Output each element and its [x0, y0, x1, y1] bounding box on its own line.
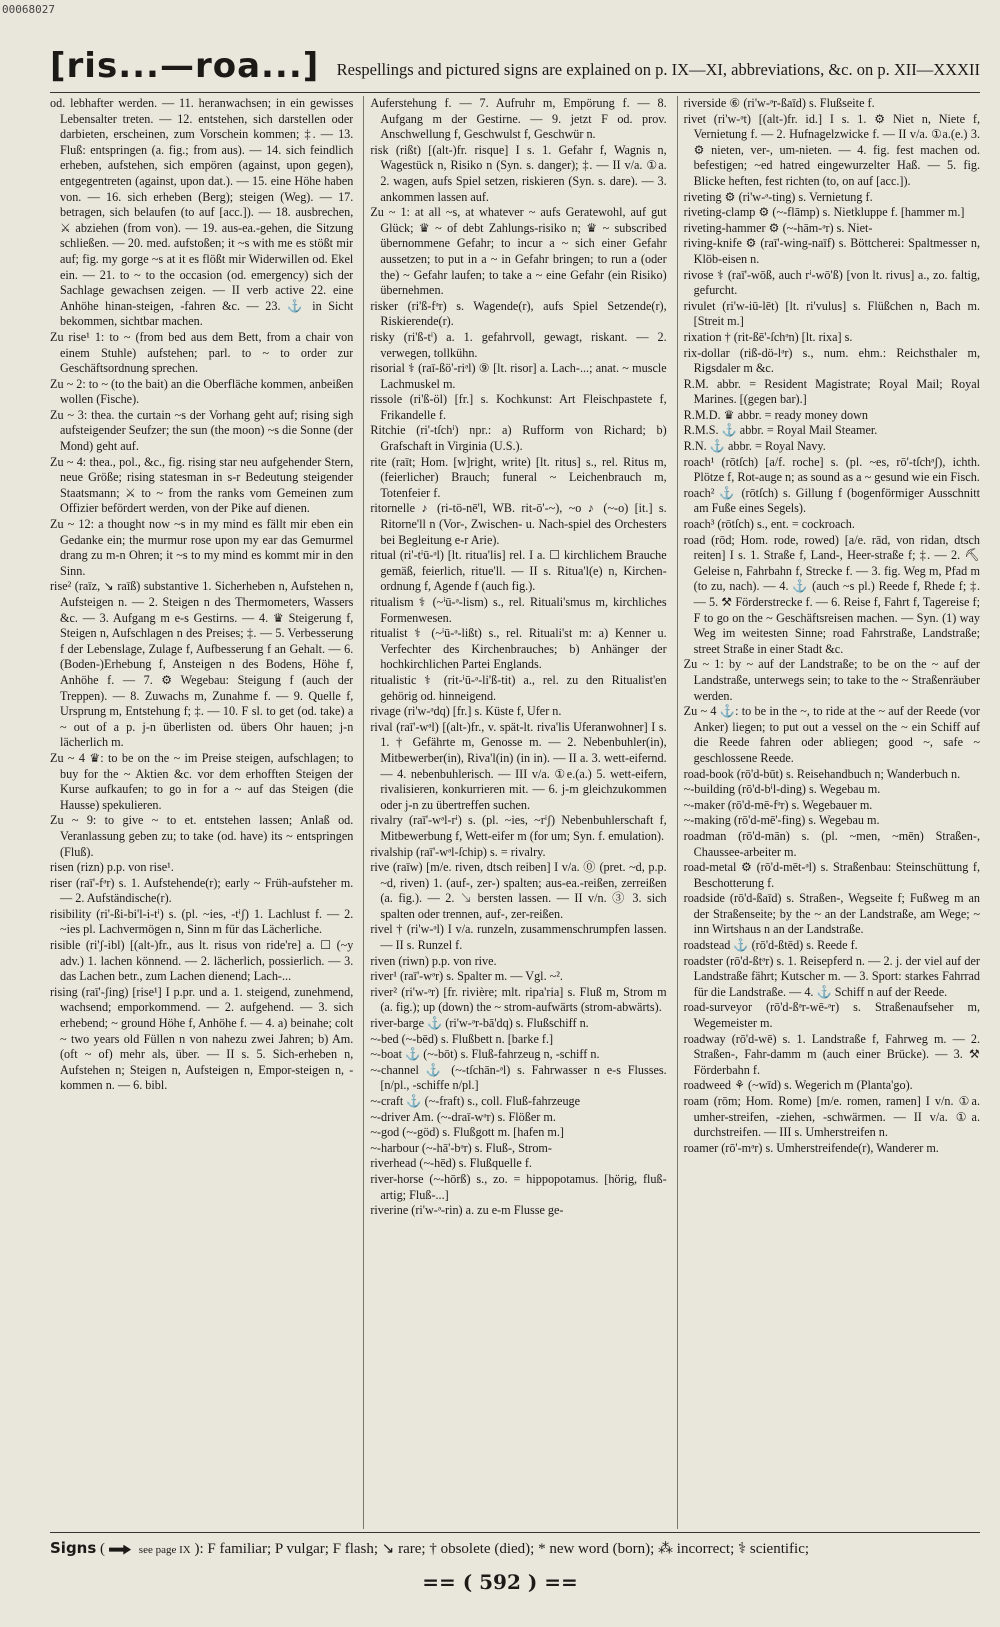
dictionary-entry: ~-bed (~-bēd) s. Flußbett n. [barke f.]: [370, 1031, 554, 1046]
dictionary-entry: rix-dollar (riß-dö-lᵊr) s., num. ehm.: Reichsthaler m, Rigsdaler m &c.: [683, 345, 980, 376]
page-number: == ( 592 ) ==: [422, 1570, 578, 1594]
page-serial-number: 00068027: [2, 3, 55, 16]
dictionary-entry: ritualism ⚕ (~ⁱū-ᵊ-lism) s., rel. Rituali'smus m, kirchliches Formenwesen.: [370, 595, 667, 625]
dictionary-entry: R.M.D. ♛ abbr. = ready money down: [683, 407, 868, 422]
dictionary-entry: roadway (rō'd-wē) s. 1. Landstraße f, Fahrweg m. — 2. Straßen-, Fahr-damm m (auch einer Brücke). — 3. ⚒ Förderbahn f.: [683, 1031, 980, 1077]
dictionary-entry: riving-knife ⚙ (raī'-wing-naīf) s. Böttcherei: Spaltmesser n, Klöb-eisen n.: [683, 236, 980, 266]
dictionary-entry: ritualist ⚕ (~ⁱū-ᵊ-lißt) s., rel. Rituali'st m: a) Kenner u. Verfechter des Kirchenbrauches; b) Anhänger der hochkirchlichen Partei Englands.: [370, 626, 667, 672]
column-3: [677, 96, 980, 1529]
dictionary-entry: ritual (ri'-tⁱū-ᵊl) [lt. ritua'lis] rel. I a. ☐ kirchlichem Brauche gemäß, feierlich, ritue'll. — II s. Ritua'l(e) n, Kirchen-ordnung f, Agende f (auch fig.).: [370, 548, 667, 594]
dictionary-entry: Zu ~ 9: to give ~ to et. entstehen lassen; Anlaß od. Veranlassung geben zu; to take (od. have) its ~ entspringen (Fluß).: [50, 813, 354, 859]
dictionary-entry: Zu ~ 1: by ~ auf der Landstraße; to be on the ~ auf der Landstraße, unterwegs sein; to take to the ~ Straßenräuber werden.: [683, 657, 980, 703]
dictionary-entry: roach² ⚓ (rōtſch) s. Gillung f (bogenförmiger Ausschnitt am Fuße eines Segels).: [683, 485, 980, 516]
dictionary-entry: risibility (ri'-ßi-bi'l-i-tⁱ) s. (pl. ~ies, -tⁱʃ) 1. Lachlust f. — 2. ~ies pl. Lachvermögen n, Sinn m für das Lächerliche.: [50, 906, 354, 937]
dictionary-entry: ~-harbour (~-hā'-bᵊr) s. Fluß-, Strom-: [370, 1140, 552, 1155]
dictionary-entry: rivage (ri'w-ᵊdq) [fr.] s. Küste f, Ufer n.: [370, 704, 562, 719]
page-header: [50, 44, 980, 93]
dictionary-entry: risen (rizn) p.p. von rise¹.: [50, 860, 174, 875]
dictionary-entry: rixation † (rit-ßē'-ſchᵊn) [lt. rixa] s.: [683, 329, 853, 344]
signs-label: Signs: [50, 1539, 97, 1557]
dictionary-entry: riveting-hammer ⚙ (~-hām-ᵊr) s. Niet-: [683, 220, 873, 235]
dictionary-entry: river-horse (~-hōrß) s., zo. = hippopotamus. [hörig, fluß-artig; Fluß-...]: [370, 1171, 667, 1202]
dictionary-entry: roadside (rō'd-ßaīd) s. Straßen-, Wegseite f; Fußweg m an der Straßenseite; by the ~ an der Landstraße, am Wege; ~ inn Wirtshaus n an der Landstraße.: [683, 891, 980, 937]
signs-list: ): F familiar; P vulgar; Ϝ flash; ↘ rare; † obsolete (died); * new word (born); ⁂ incorrect; ⚕ scientific;: [194, 1541, 810, 1557]
dictionary-entry: rite (raīt; Hom. [w]right, write) [lt. ritus] s., rel. Ritus m, (feierlicher) Brauch; funeral ~ Leichenbrauch m, Totenfeier f.: [370, 454, 667, 500]
dictionary-entry: riveting ⚙ (ri'w-ᵊ-ting) s. Vernietung f.: [683, 189, 873, 204]
dictionary-entry: Zu ~ 1: at all ~s, at whatever ~ aufs Geratewohl, auf gut Glück; ♛ ~ of debt Zahlungs-risiko n; ♛ ~ subscribed übernommene Gefahr; to incur a ~ sich einer Gefahr aussetzen; to put in a ~ in Gefahr bringen; to run a (oder the) ~ Gefahr laufen; to take a ~ eine Gefahr (ein Risiko) übernehmen.: [370, 205, 667, 298]
dictionary-entry: roadweed ⚘ (~wīd) s. Wegerich m (Planta'go).: [683, 1078, 913, 1093]
dictionary-entry: risible (ri'ʃ-ibl) [(alt-)fr., aus lt. risus von ride're] a. ☐ (~y adv.) 1. lachen könnend. — 2. lächerlich, possierlich. — 3. das Lachen betr., zum Lachen dienend; Lach-...: [50, 938, 354, 984]
dictionary-entry: riveting-clamp ⚙ (~-flāmp) s. Nietkluppe f. [hammer m.]: [683, 205, 965, 220]
dictionary-entry: riverine (ri'w-ᵊ-rin) a. zu e-m Flusse ge-: [370, 1203, 564, 1218]
dictionary-entry: river¹ (raī'-wᵊr) s. Spalter m. — Vgl. ~².: [370, 969, 563, 984]
dictionary-entry: ~-craft ⚓ (~-fraft) s., coll. Fluß-fahrzeuge: [370, 1094, 581, 1108]
header-note: Respellings and pictured signs are explained on p. IX—XI, abbreviations, &c. on p. XII—XXXII: [336, 60, 980, 79]
dictionary-entry: risky (ri'ß-tⁱ) a. 1. gefahrvoll, gewagt, riskant. — 2. verwegen, tollkühn.: [370, 329, 667, 360]
dictionary-entry: rissole (ri'ß-öl) [fr.] s. Kochkunst: Art Fleischpastete f, Frikandelle f.: [370, 392, 667, 422]
dictionary-entry: ~-boat ⚓ (~-bōt) s. Fluß-fahrzeug n, -schiff n.: [370, 1047, 600, 1062]
dictionary-entry: riser (raī'-fᵊr) s. 1. Aufstehende(r); early ~ Früh-aufsteher m. — 2. Aufständische(r).: [50, 875, 354, 906]
dictionary-entry: ~-building (rō'd-bⁱl-ding) s. Wegebau m.: [683, 782, 881, 797]
dictionary-entry: od. lebhafter werden. — 11. heranwachsen; in ein gewisses Lebensalter treten. — 12. entstehen, sich darstellen oder darbieten, erscheinen, zum Vorschein kommen; ‡. — 13. Fluß: entspringen (a. fig.; from aus). — 14. sich feindlich erheben, aufstehen, sich empören (against, upon gegen), entgegentreten (against, upon dat.). — 15. eine Höhe haben von. — 16. sich erheben (Berg); steigen (Weg). — 17. betragen, sich belaufen (to auf [acc.]). — 18. ausbrechen, ⚔ abziehen (from von). — 19. aus-ea.-gehen, die Sitzung schließen. — 20. med. aufstoßen; it ~s with me es stößt mir auf; fig. my gorge ~s at it es flößt mir Widerwillen od. Ekel ein. — 21. to ~ to the occasion (od. emergency) sich der Sachlage gewachsen zeigen. — II verb active 22. eine Anhöhe hinan-steigen, -fahren &c. — 23. ⚓ in Sicht bekommen, sichtbar machen.: [50, 96, 354, 329]
dictionary-entry: ~-channel ⚓ (~-tſchān-ᵊl) s. Fahrwasser n e-s Flusses. [n/pl., -schiffe n/pl.]: [370, 1062, 667, 1093]
dictionary-entry: riverhead (~-hēd) s. Flußquelle f.: [370, 1156, 532, 1171]
signs-legend: Signs ( see page IX ): F familiar; P vulgar; Ϝ flash; ↘ rare; † obsolete (died); * new word (born); ⁂ incorrect; ⚕ scientific;: [50, 1539, 810, 1557]
dictionary-entry: Zu ~ 12: a thought now ~s in my mind es fällt mir eben ein Gedanke ein; the murmur rose upon my ear das Gemurmel drang zu m-n Ohren; it ~s to my mind es kommt mir in den Sinn.: [50, 517, 354, 578]
dictionary-entry: rivulet (ri'w-iū-lēt) [lt. ri'vulus] s. Flüßchen n, Bach m. [Streit m.]: [683, 298, 980, 329]
dictionary-entry: risk (rißt) [(alt-)fr. risque] I s. 1. Gefahr f, Wagnis n, Wagestück n, Risiko n (Syn. s. danger); ‡. — II v/a. ①a. 2. wagen, aufs Spiel setzen, riskieren (Syn. s. dare). — 3. ankommen lassen auf.: [370, 142, 667, 204]
dictionary-entry: ~-god (~-göd) s. Flußgott m. [hafen m.]: [370, 1125, 564, 1140]
dictionary-entry: Zu ~ 4 ⚓: to be in the ~, to ride at the ~ auf der Reede (vor Anker) liegen; to put out a vessel on the ~ ein Schiff auf die Reede fahren oder abliegen; good ~, safe ~ geschlossene Reede.: [683, 704, 980, 765]
dictionary-entry: risorial ⚕ (raī-ßö'-riᵊl) ⑨ [lt. risor] a. Lach-...; anat. ~ muscle Lachmuskel m.: [370, 361, 667, 391]
dictionary-entry: Auferstehung f. — 7. Aufruhr m, Empörung f. — 8. Aufgang m der Gestirne. — 9. jetzt F od. prov. Anschwellung f, Geschwulst f, Geschwür n.: [370, 96, 667, 142]
dictionary-entry: Ritchie (ri'-tſchⁱ) npr.: a) Rufform von Richard; b) Grafschaft in Virginia (U.S.).: [370, 423, 667, 454]
dictionary-entry: road (rōd; Hom. rode, rowed) [a/e. rād, von ridan, dtsch reiten] I s. 1. Straße f, Land-, Heer-straße f; ‡. — 2. ⛏ Geleise n, Fahrbahn f, Strecke f. — 3. fig. Weg m, Pfad m (to zu, nach). — 4. ⚓ (auch ~s pl.) Reede f, Rhede f; ‡. — 5. ⚒ Förderstrecke f. — 6. Reise f, Fahrt f, Tagereise f; F to go on the ~ Geschäftsreisen machen. — Syn. (1) way Weg im weitesten Sinne; road Fahrstraße, Landstraße; street Straße in einer Stadt &c.: [683, 532, 980, 656]
dictionary-entry: rising (raī'-ʃing) [rise¹] I p.pr. und a. 1. steigend, zunehmend, wachsend; emporkommend. — 2. aufgehend. — 3. sich erhebend; ~ ground Höhe f, Anhöhe f. — 4. a) beinahe; colt ~ two years old Füllen n von nahezu zwei Jahren; b) Am. (oft ~ of) mehr als, über. — II s. 5. Sich-erheben n, Aufstehen n; Steigen n, Aufsteigen n, Empor-steigen n, -kommen n. — 6. bibl.: [50, 984, 354, 1093]
dictionary-entry: roamer (rō'-mᵊr) s. Umherstreifende(r), Wanderer m.: [683, 1140, 939, 1155]
dictionary-entry: road-metal ⚙ (rō'd-mēt-ᵊl) s. Straßenbau: Steinschüttung f, Beschotterung f.: [683, 860, 980, 890]
page-footer: [50, 1532, 980, 1561]
dictionary-entry: river-barge ⚓ (ri'w-ᵊr-bā'dq) s. Flußschiff n.: [370, 1016, 589, 1031]
dictionary-entry: Zu ~ 2: to ~ (to the bait) an die Oberfläche kommen, anbeißen wollen (Fische).: [50, 376, 354, 407]
dictionary-entry: R.M. abbr. = Resident Magistrate; Royal Mail; Royal Marines. [(gegen bar).]: [683, 376, 980, 407]
dictionary-entry: roach³ (rōtſch) s., ent. = cockroach.: [683, 517, 855, 532]
dictionary-entry: R.M.S. ⚓ abbr. = Royal Mail Steamer.: [683, 423, 878, 438]
signs-note: see page IX: [138, 1544, 191, 1556]
dictionary-entry: ritornelle ♪ (ri-tö-nē'l, WB. rit-ō'-~), ~o ♪ (~-o) [it.] s. Ritorne'll n (Vor-, Zwischen- u. Nach-spiel des Orchesters bei Begleitung e-r Arie).: [370, 501, 667, 547]
dictionary-entry: ~-maker (rō'd-mē-fᵊr) s. Wegebauer m.: [683, 797, 873, 812]
dictionary-entry: Zu ~ 4: thea., pol., &c., fig. rising star neu aufgehender Stern, neue Größe; rising statesman in s-r Bedeutung steigender Staatsmann; ⚔ to ~ from the ranks vom Gemeinen zum Offizier befördert werden, von der Pike auf dienen.: [50, 454, 354, 516]
dictionary-entry: risker (ri'ß-fᵊr) s. Wagende(r), aufs Spiel Setzende(r), Riskierende(r).: [370, 298, 667, 329]
dictionary-entry: rivose ⚕ (raī'-wōß, auch rⁱ-wō'ß) [von lt. rivus] a., zo. faltig, gefurcht.: [683, 267, 980, 298]
dictionary-entry: ~-making (rō'd-mē'-fing) s. Wegebau m.: [683, 813, 880, 828]
dictionary-entry: roadstead ⚓ (rō'd-ßtēd) s. Reede f.: [683, 938, 858, 953]
dictionary-entry: riven (riwn) p.p. von rive.: [370, 953, 497, 968]
dictionary-entry: Zu rise¹ 1: to ~ (from bed aus dem Bett, from a chair von einem Stuhle) aufstehen; parl. to ~ to order zur Geschäftsordnung sprechen.: [50, 329, 354, 376]
dictionary-entry: rivalry (raī'-wᵊl-rⁱ) s. (pl. ~ies, ~rⁱʃ) Nebenbuhlerschaft f, Mitbewerbung f, Wett-eifer m (for um; Syn. f. emulation).: [370, 813, 667, 843]
dictionary-entry: river² (ri'w-ᵊr) [fr. rivière; mlt. ripa'ria] s. Fluß m, Strom m (a. fig.); up (down) the ~ strom-aufwärts (strom-abwärts).: [370, 984, 667, 1015]
dictionary-entry: Zu ~ 4 ♛: to be on the ~ im Preise steigen, aufschlagen; to buy for the ~ Aktien &c. vor dem erhofften Steigen der Kurse aufkaufen; to go in for a ~ auf das Steigen (die Hausse) spekulieren.: [50, 750, 354, 812]
column-1: [50, 96, 353, 1529]
dictionary-entry: rise² (raīz, ↘ raīß) substantive 1. Sicherheben n, Aufstehen n, Aufsteigen n. — 2. Steigen n des Thermometers, Wassers &c. — 3. Aufgang m e-s Gestirns. — 4. ♛ Steigerung f, Steigen n, Aufschlagen n des Preises; ‡. — 5. Verbesserung f der Lebenslage, Zulage f, Aufbesserung f an Gehalt. — 6. (Boden-)Erhebung f, Ansteigen n des Bodens, Höhe f, Anhöhe f. — 7. ⚙ Wegebau: Steigung f (auch der Treppen). — 8. Zuwachs m, Zunahme f. — 9. Quelle f, Ursprung m, Entstehung f; ‡. — 10. F sl. to get (od. take) a ~ out of a p. j-n überlisten od. übers Ohr hauen; j-n lächerlich m.: [50, 579, 354, 750]
dictionary-entry: ritualistic ⚕ (rit-ⁱū-ᵊ-li'ß-tit) a., rel. zu den Ritualist'en gehörig od. hinneigend.: [370, 672, 667, 703]
dictionary-entry: riverside ⑥ (ri'w-ᵊr-ßaīd) s. Flußseite f.: [683, 96, 875, 110]
pointing-hand-icon: [109, 1545, 131, 1555]
dictionary-entry: rivel † (ri'w-ᵊl) I v/a. runzeln, zusammenschrumpfen lassen. — II s. Runzel f.: [370, 922, 667, 953]
dictionary-entry: roam (rōm; Hom. Rome) [m/e. romen, ramen] I v/n. ①a. umher-streifen, -ziehen, -schwärmen. — II v/a. ①a. durchstreifen. — III s. Umherstreifen n.: [683, 1094, 980, 1140]
column-2: [363, 96, 666, 1529]
dictionary-entry: road-surveyor (rō'd-ßᵊr-wē-ᵊr) s. Straßenaufseher m, Wegemeister m.: [683, 1000, 980, 1031]
dictionary-entry: rive (raīw) [m/e. riven, dtsch reiben] I v/a. ⓪ (pret. ~d, p.p. ~d, riven) 1. (auf-, zer-) spalten; aus-ea.-reißen, zerreißen (a. fig.). — 2. ↘ bersten lassen. — II v/n. ③ 3. sich spalten oder trennen, auf-, zer-reißen.: [370, 860, 667, 921]
guide-words: [ris...—roa...]: [50, 46, 320, 86]
dictionary-entry: R.N. ⚓ abbr. = Royal Navy.: [683, 439, 826, 454]
dictionary-entry: road-book (rō'd-būt) s. Reisehandbuch n; Wanderbuch n.: [683, 766, 961, 781]
dictionary-entry: roadman (rō'd-mān) s. (pl. ~men, ~mēn) Straßen-, Chaussee-arbeiter m.: [683, 828, 980, 859]
dictionary-columns: [50, 96, 980, 1529]
dictionary-entry: roadster (rō'd-ßtᵊr) s. 1. Reisepferd n. — 2. j. der viel auf der Landstraße fährt; Kutscher m. — 3. Sport: starkes Fahrrad für die Landstraße. — 4. ⚓ Schiff n auf der Reede.: [683, 953, 980, 999]
dictionary-entry: Zu ~ 3: thea. the curtain ~s der Vorhang geht auf; rising sigh aufsteigender Seufzer; the sun (the moon) ~s die Sonne (der Mond) geht auf.: [50, 407, 354, 454]
dictionary-entry: ~-driver Am. (~-draī-wᵊr) s. Flößer m.: [370, 1109, 556, 1124]
dictionary-entry: rival (raī'-wᵊl) [(alt-)fr., v. spät-lt. riva'lis Uferanwohner] I s. 1. † Gefährte m, Genosse m. — 2. Nebenbuhler(in), Mitbewerber(in), Riva'l(in) (in in). — II a. 3. wett-eifernd. — 4. nebenbuhlerisch. — III v/a. ①e.(a.) 5. wett-eifern, rivalisieren, konkurrieren mit. — 6. j-m gleichzukommen oder j-n zu übertreffen suchen.: [370, 719, 667, 812]
dictionary-entry: rivalship (raī'-wᵊl-ſchip) s. = rivalry.: [370, 844, 546, 859]
dictionary-entry: roach¹ (rōtſch) [a/f. roche] s. (pl. ~es, rō'-tſchᵊʃ), ichth. Plötze f, Rot-auge n; as sound as a ~ gesund wie ein Fisch.: [683, 454, 980, 485]
dictionary-entry: rivet (ri'w-ᵊt) [(alt-)fr. id.] I s. 1. ⚙ Niet n, Niete f, Vernietung f. — 2. Hufnagelzwicke f. — II v/a. ①a.(e.) 3. ⚙ nieten, ver-, um-nieten. — 4. fig. fest machen od. befestigen; ~ed hatred eingewurzelter Haß. — 5. fig. Blicke heften, fest richten (to, on auf [acc.]).: [683, 111, 980, 188]
